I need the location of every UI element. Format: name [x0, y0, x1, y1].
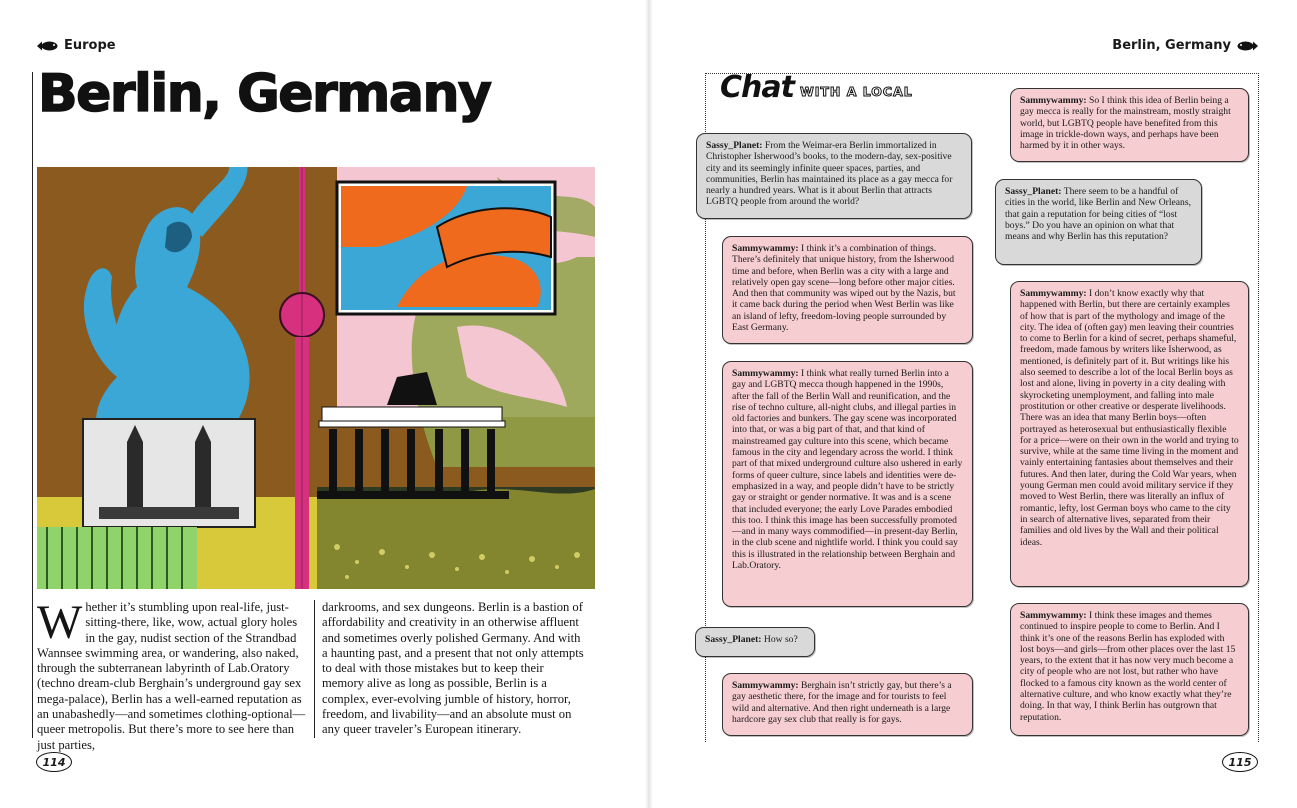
- left-margin-rule: [32, 72, 33, 738]
- running-head-right-label: Berlin, Germany: [1112, 38, 1231, 53]
- page-number-left: 114: [36, 752, 72, 772]
- chat-message: I think what really turned Berlin into a gay and LGBTQ mecca though happened in the 1990s, after the fall of the Berlin Wall and reunification, and the rise of techno culture, all-night clubs, and illegal parties in old factories and bunkers. The gay scene was incorporated into that, or was a big part of that, and that kind of mainstreamed gay culture into this scene, which became famous in the city and legendary across the world. I think part of that mixed underground culture also ushered in early forms of queer culture, since labels and identities were de-emphasized in a way, and people didn’t have to be strictly gay or straight or gender normative. It was and is a scene that included everyone; the early Love Parades embodied this too. I think this image has been successfully promoted—and in many ways commodified—in present-day Berlin, in the club scene and nightlife world. I think you could say this is illustrated in the relationship between Berghain and Lab.Oratory.: [732, 368, 963, 572]
- chat-speaker: Sammywammy:: [732, 680, 799, 691]
- chat-message: Berghain isn’t strictly gay, but there’s a gay aesthetic there, for the image and for tourists to feel wild and alternative. And then right underneath is a large hardcore gay sex club that really is for gays.: [732, 680, 952, 725]
- berlin-collage-image: [37, 167, 595, 589]
- fish-icon: [36, 40, 58, 52]
- chat-speaker: Sammywammy:: [1020, 95, 1087, 106]
- collage-graphic: [37, 167, 595, 589]
- fish-icon: [1237, 40, 1259, 52]
- chat-bubble-sassy: [696, 133, 972, 219]
- chat-bubble-sammy: [1010, 603, 1249, 736]
- chat-speaker: Sassy_Planet:: [1005, 186, 1062, 197]
- running-head-left: [36, 38, 116, 53]
- chat-message: There seem to be a handful of cities in the world, like Berlin and New Orleans, that gain a reputation for being cities of “lost boys.” Do you have an opinion on what that means and why Berlin has this reputation?: [1005, 186, 1191, 243]
- intro-column-1-text: hether it’s stumbling upon real-life, just-sitting-there, like, wow, actual glory holes in the gay, nudist section of the Strandbad Wannsee swimming area, or wandering, also naked, through the subterranean labyrinth of Lab.Oratory (techno dream-club Berghain’s underground gay sex mega-palace), Berlin has a well-earned reputation as an unabashedly—and sometimes clothing-optional—queer metropolis. But there’s more to see here than just parties,: [37, 600, 306, 752]
- running-head-right: [1112, 38, 1259, 53]
- chat-message: I don’t know exactly why that happened with Berlin, but there are certainly examples of how that is part of the mythology and image of the city. The idea of (often gay) men leaving their countries to come to Berlin for a kind of secret, perhaps shameful, freedom, made famous by writers like Isherwood, as mentioned, is definitely part of it. But writings like his also seemed to describe a lot of the local Berlin boys as lost and alone, living in poverty in a city dealing with skyrocketing unemployment, and falling into male prostitution or other creative or desperate livelihoods. There was an idea that many Berlin boys—often portrayed as heterosexual but enthusiastically flexible for a price—were on their own in the world and trying to survive, while at the same time living in the moment and vainly entertaining fantasies about themselves and their futures. And then later, during the Cold War years, when young German men could avoid military service if they moved to West Berlin, there was literally an influx of romantic, lefty, lost German boys who came to the city in search of alternative lives, separated from their families and old lives by the Wall and their political ideas.: [1020, 288, 1239, 548]
- chat-speaker: Sassy_Planet:: [705, 634, 762, 645]
- page-title: Berlin, Germany: [38, 64, 491, 124]
- chat-bubble-sammy: [1010, 281, 1249, 587]
- chat-bubble-sammy: [1010, 88, 1249, 162]
- chat-bubble-sammy: [722, 673, 973, 736]
- chat-speaker: Sammywammy:: [1020, 288, 1087, 299]
- chat-message: How so?: [761, 634, 798, 645]
- chat-bubble-sassy: [695, 627, 815, 657]
- chat-bubble-sassy: [995, 179, 1202, 265]
- chat-speaker: Sammywammy:: [1020, 610, 1087, 621]
- chat-speaker: Sammywammy:: [732, 368, 799, 379]
- chat-with-a-local-heading: [720, 72, 913, 104]
- chat-speaker: Sassy_Planet:: [706, 140, 763, 151]
- chat-bubble-sammy: [722, 361, 973, 607]
- intro-column-1: [37, 596, 307, 753]
- chat-message: From the Weimar-era Berlin immortalized in Christopher Isherwood’s books, to the modern-day, sex-positive city and its seemingly infinite queer spaces, parties, and communities, Berlin has maintained its place as a gay mecca for nearly a hundred years. What is it about Berlin that attracts LGBTQ people from around the world?: [706, 140, 953, 208]
- drop-cap: W: [37, 596, 83, 649]
- chat-message: So I think this idea of Berlin being a gay mecca is really for the mainstream, mostly straight world, but LGBTQ people have benefited from this image in trickle-down ways, and perhaps have been harmed by it in other ways.: [1020, 95, 1231, 152]
- intro-column-2: darkrooms, and sex dungeons. Berlin is a bastion of affordability and creativity in an otherwise affluent and sometimes overly polished Germany. And with a haunting past, and a present that not only attempts to deal with those mistakes but to keep their memory alive as long as possible, Berlin is a complex, ever-evolving jumble of history, horror, freedom, and livability—and an absolute must on any queer traveler’s European itinerary.: [322, 600, 584, 737]
- page-gutter: [645, 0, 653, 808]
- page-number-right: 115: [1222, 752, 1258, 772]
- chat-heading-subtitle: WITH A LOCAL: [799, 84, 913, 99]
- chat-bubble-sammy: [722, 236, 973, 344]
- chat-message: I think these images and themes continued to inspire people to come to Berlin. And I think it’s one of the reasons Berlin has exploded with lost boys—and girls—from other places over the last 15 years, to the extent that it has now very much become a city of people who are not lost, but rather who have flocked to a famous city known as the world center of alternative culture, and who know exactly what they’re doing. In that way, I think Berlin has outgrown that reputation.: [1020, 610, 1236, 723]
- running-head-left-label: Europe: [64, 38, 116, 53]
- column-rule: [314, 600, 315, 738]
- chat-heading-word: Chat: [720, 70, 794, 105]
- chat-speaker: Sammywammy:: [732, 243, 799, 254]
- chat-message: I think it’s a combination of things. There’s definitely that unique history, from the Isherwood time and before, when Berlin was a city with a large and relatively open gay scene—long before other major cities. And then that community was wiped out by the Nazis, but it came back during the period when West Berlin was like an island of lefty, freedom-loving people surrounded by East Germany.: [732, 243, 956, 334]
